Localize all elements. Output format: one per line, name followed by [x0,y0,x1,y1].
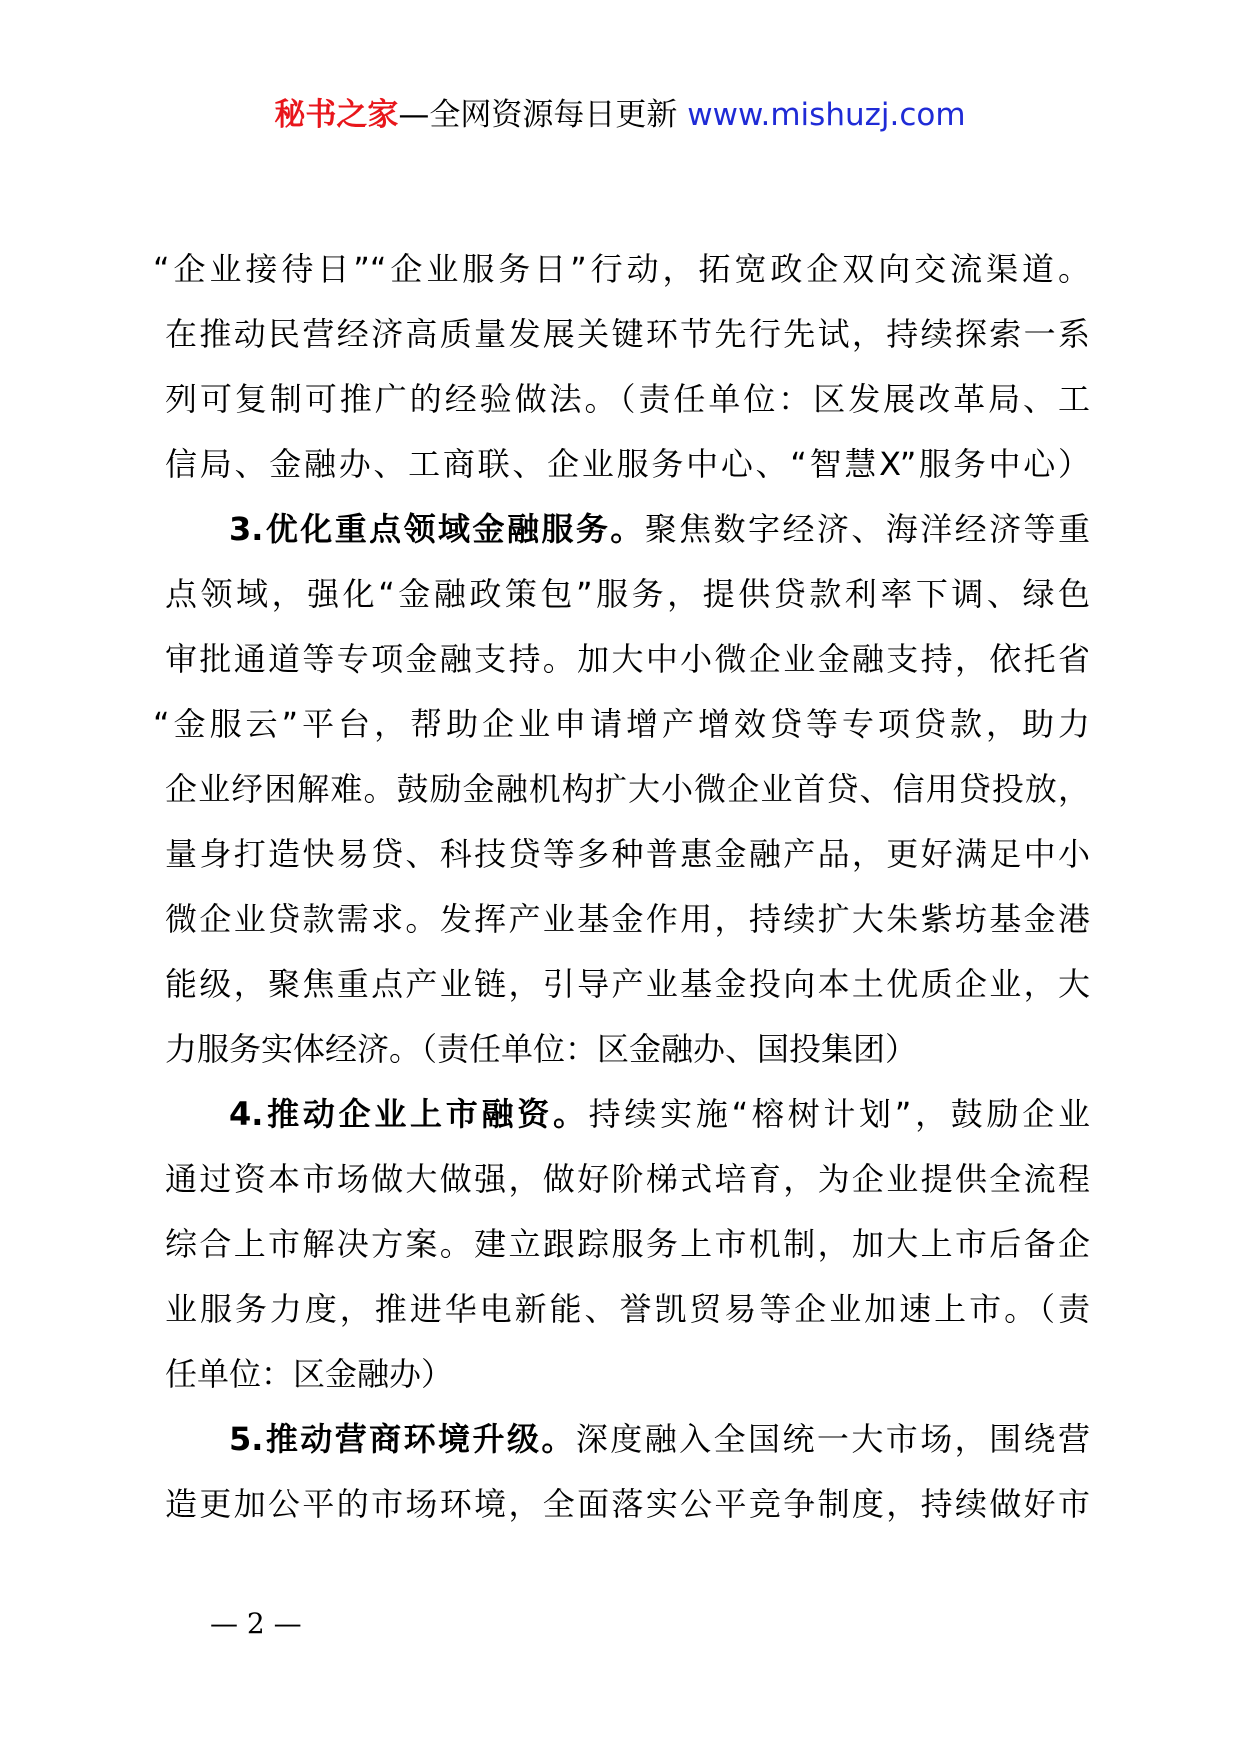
site-url[interactable]: www.mishuzj.com [687,97,966,133]
text-line: 业服务力度，推进华电新能、誉凯贸易等企业加速上市。（责 [165,1290,1090,1328]
item-4-text: 持续实施“榕树计划”，鼓励企业 [588,1095,1090,1133]
text-line: 造更加公平的市场环境，全面落实公平竞争制度，持续做好市 [165,1485,1090,1523]
paragraph-item-5 [165,1407,1090,1472]
paragraph-item-3 [165,497,1090,562]
text-line: 综合上市解决方案。建立跟踪服务上市机制，加大上市后备企 [165,1225,1090,1263]
text-line: 任单位：区金融办） [165,1355,454,1393]
text-line: 通过资本市场做大做强，做好阶梯式培育，为企业提供全流程 [165,1160,1090,1198]
item-3-text: 聚焦数字经济、海洋经济等重 [644,510,1090,548]
text-line: 信局、金融办、工商联、企业服务中心、“智慧X”服务中心） [165,445,1090,483]
item-5-text: 深度融入全国统一大市场，围绕营 [575,1420,1090,1458]
document-body [153,237,1090,1537]
text-line: 力服务实体经济。（责任单位：区金融办、国投集团） [165,1030,918,1068]
text-line: 微企业贷款需求。发挥产业基金作用，持续扩大朱紫坊基金港 [165,900,1090,938]
brand-name: 秘书之家 [274,97,399,133]
item-4-heading: 4.推动企业上市融资。 [229,1095,589,1133]
text-line: 列可复制可推广的经验做法。（责任单位：区发展改革局、工 [165,380,1090,418]
text-line: 量身打造快易贷、科技贷等多种普惠金融产品，更好满足中小 [165,835,1090,873]
item-5-heading: 5.推动营商环境升级。 [229,1420,576,1458]
site-header [0,95,1240,135]
text-line: 点领域，强化“金融政策包”服务，提供贷款利率下调、绿色 [165,575,1090,613]
item-3-heading: 3.优化重点领域金融服务。 [229,510,645,548]
header-tagline: —全网资源每日更新 [398,97,678,133]
text-line: 能级，聚焦重点产业链，引导产业基金投向本土优质企业，大 [165,965,1090,1003]
page-number: — 2 — [210,1607,302,1640]
text-line: 企业纾困解难。鼓励金融机构扩大小微企业首贷、信用贷投放， [165,770,1090,808]
text-line: 审批通道等专项金融支持。加大中小微企业金融支持，依托省 [165,640,1090,678]
paragraph-item-4 [165,1082,1090,1147]
text-line: “企业接待日”“企业服务日”行动，拓宽政企双向交流渠道。 [153,250,1090,288]
text-line: “金服云”平台，帮助企业申请增产增效贷等专项贷款，助力 [153,705,1090,743]
text-line: 在推动民营经济高质量发展关键环节先行先试，持续探索一系 [165,315,1090,353]
